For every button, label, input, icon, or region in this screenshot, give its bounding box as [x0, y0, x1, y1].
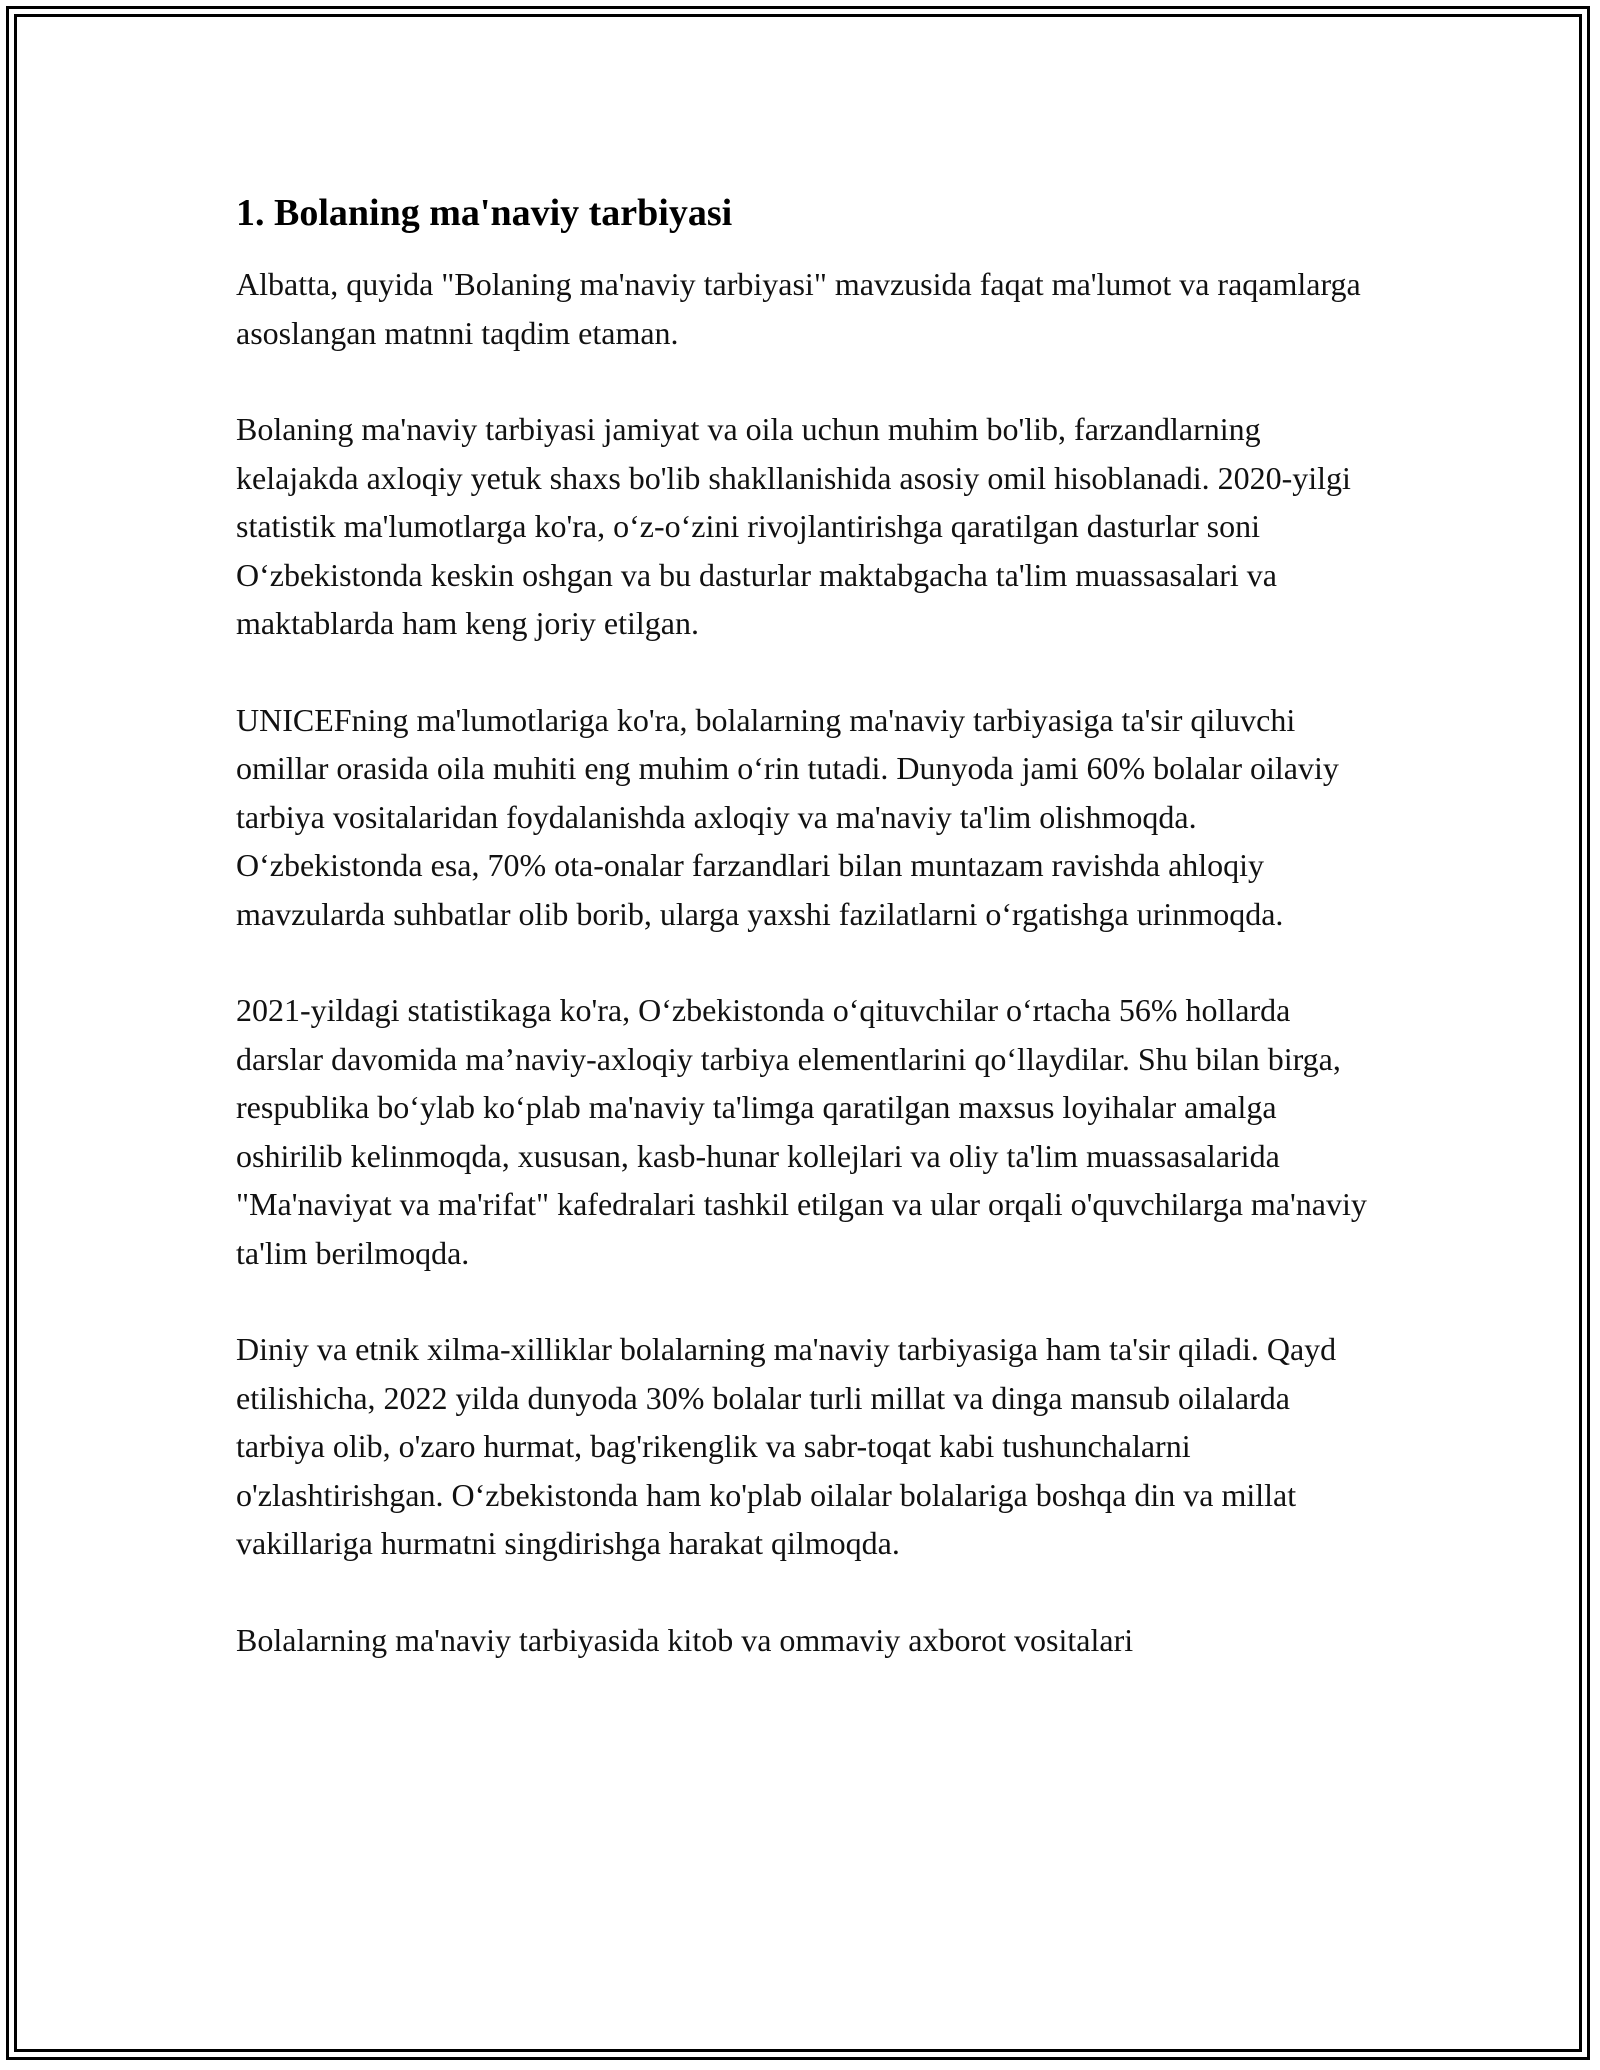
paragraph-diversity: Diniy va etnik xilma-xilliklar bolalarning ma'naviy tarbiyasiga ham ta'sir qiladi. Qayd etilishicha, 2022 yilda dunyoda 30% bolalar turli millat va dinga mansub oilalarda tarbiya olib, o'zaro hurmat, bag'rikenglik va sabr-toqat kabi tushunchalarni o'zlashtirishgan. O‘zbekistonda ham ko'plab oilalar bolalariga boshqa din va millat vakillariga hurmatni singdirishga harakat qilmoqda. — [236, 1331, 1337, 1561]
paragraph-teachers-2021: 2021-yildagi statistikaga ko'ra, O‘zbekistonda o‘qituvchilar o‘rtacha 56% hollarda darslar davomida ma’naviy-axloqiy tarbiya elementlarini qo‘llaydilar. Shu bilan birga, respublika bo‘ylab ko‘plab ma'naviy ta'limga qaratilgan maxsus loyihalar amalga oshirilib kelinmoqda, xususan, kasb-hunar kollejlari va oliy ta'lim muassasalarida "Ma'naviyat va ma'rifat" kafedralari tashkil etilgan va ular orqali o'quvchilarga ma'naviy ta'lim berilmoqda. — [236, 992, 1367, 1271]
paragraph-books-media: Bolalarning ma'naviy tarbiyasida kitob va ommaviy axborot vositalari — [236, 1621, 1134, 1658]
paragraph-importance: Bolaning ma'naviy tarbiyasi jamiyat va oila uchun muhim bo'lib, farzandlarning kelajakda axloqiy yetuk shaxs bo'lib shakllanishida asosiy omil hisoblanadi. 2020-yilgi statistik ma'lumotlarga ko'ra, o‘z-o‘zini rivojlantirishga qaratilgan dasturlar soni O‘zbekistonda keskin oshgan va bu dasturlar maktabgacha ta'lim muassasalari va maktablarda ham keng joriy etilgan. — [236, 411, 1351, 641]
section-heading: 1. Bolaning ma'naviy tarbiyasi — [236, 192, 733, 234]
paragraph-intro: Albatta, quyida "Bolaning ma'naviy tarbiyasi" mavzusida faqat ma'lumot va raqamlarga asoslangan matnni taqdim etaman. — [236, 266, 1361, 351]
document-body — [236, 188, 1376, 1712]
paragraph-unicef: UNICEFning ma'lumotlariga ko'ra, bolalarning ma'naviy tarbiyasiga ta'sir qiluvchi omillar orasida oila muhiti eng muhim o‘rin tutadi. Dunyoda jami 60% bolalar oilaviy tarbiya vositalaridan foydalanishda axloqiy va ma'naviy ta'lim olishmoqda. O‘zbekistonda esa, 70% ota-onalar farzandlari bilan muntazam ravishda ahloqiy mavzularda suhbatlar olib borib, ularga yaxshi fazilatlarni o‘rgatishga urinmoqda. — [236, 701, 1339, 932]
